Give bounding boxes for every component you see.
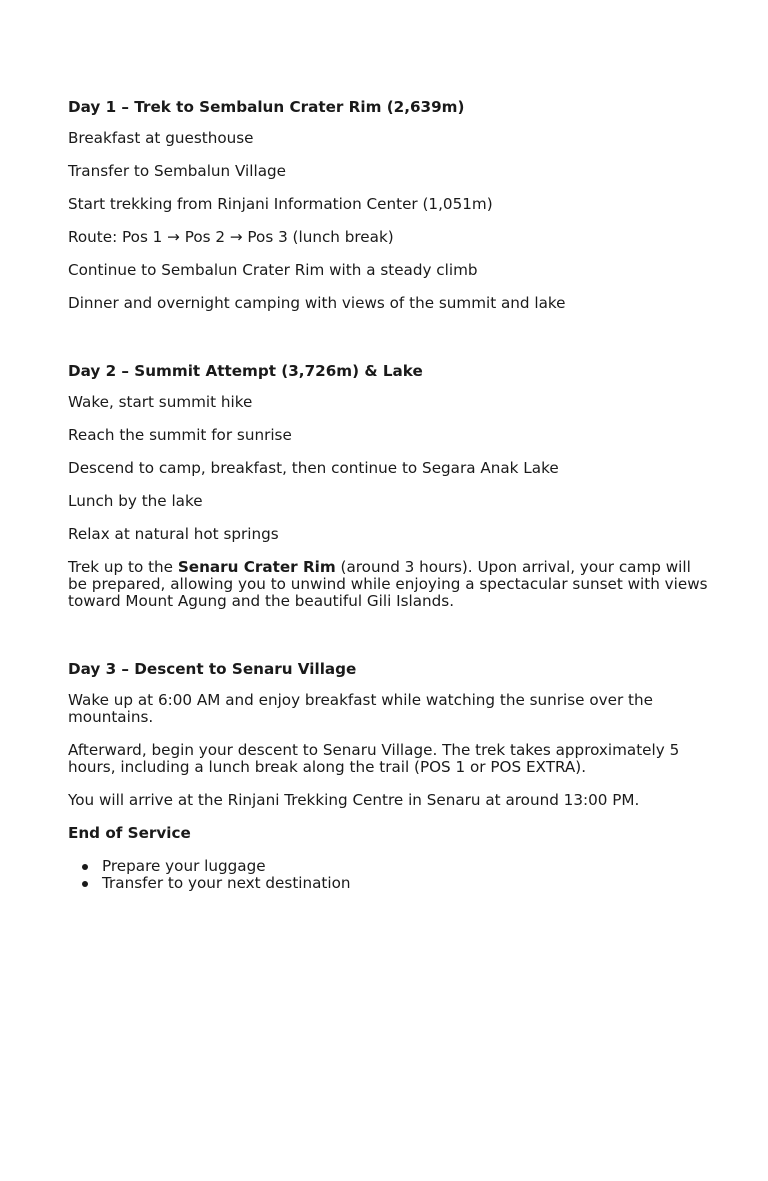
trek-text-before: Trek up to the xyxy=(68,558,178,577)
end-of-service-list xyxy=(68,858,714,892)
day-1-item: Continue to Sembalun Crater Rim with a steady climb xyxy=(68,261,478,280)
day-1-section xyxy=(68,99,714,312)
day-1-item: Route: Pos 1 → Pos 2 → Pos 3 (lunch break) xyxy=(68,228,394,247)
day-2-section xyxy=(68,363,714,610)
day-2-item: Descend to camp, breakfast, then continue to Segara Anak Lake xyxy=(68,459,559,478)
bullet-icon xyxy=(82,864,88,870)
bullet-icon xyxy=(82,881,88,887)
day-3-section xyxy=(68,661,714,892)
day-2-trek-paragraph xyxy=(68,559,714,610)
day-3-paragraph: You will arrive at the Rinjani Trekking Centre in Senaru at around 13:00 PM. xyxy=(68,791,640,810)
day-3-paragraph: Afterward, begin your descent to Senaru Village. The trek takes approximately 5 hours, including a lunch break along the trail (POS 1 or POS EXTRA). xyxy=(68,741,680,777)
day-2-item: Reach the summit for sunrise xyxy=(68,426,292,445)
list-item-text: Transfer to your next destination xyxy=(102,874,351,893)
day-1-item: Dinner and overnight camping with views of the summit and lake xyxy=(68,294,566,313)
day-2-heading: Day 2 – Summit Attempt (3,726m) & Lake xyxy=(68,362,423,381)
day-1-item: Start trekking from Rinjani Information Center (1,051m) xyxy=(68,195,493,214)
day-1-heading: Day 1 – Trek to Sembalun Crater Rim (2,639m) xyxy=(68,98,465,116)
itinerary-document xyxy=(68,99,714,892)
end-of-service-heading: End of Service xyxy=(68,824,191,843)
day-2-item: Wake, start summit hike xyxy=(68,393,253,412)
day-3-heading: Day 3 – Descent to Senaru Village xyxy=(68,660,357,679)
section-spacer xyxy=(68,328,714,363)
section-spacer xyxy=(68,626,714,661)
day-2-item: Lunch by the lake xyxy=(68,492,203,511)
day-1-item: Transfer to Sembalun Village xyxy=(68,162,286,181)
day-2-item: Relax at natural hot springs xyxy=(68,525,279,544)
list-item xyxy=(68,858,714,875)
day-3-paragraph: Wake up at 6:00 AM and enjoy breakfast while watching the sunrise over the mountains. xyxy=(68,691,653,727)
list-item xyxy=(68,875,714,892)
day-1-item: Breakfast at guesthouse xyxy=(68,129,254,148)
list-item-text: Prepare your luggage xyxy=(102,857,266,876)
trek-text-after: (around 3 hours). Upon arrival, your camp will be prepared, allowing you to unwind while enjoying a spectacular sunset with views toward Mount Agung and the beautiful Gili Islands. xyxy=(68,558,708,611)
senaru-crater-rim-emphasis: Senaru Crater Rim xyxy=(177,558,336,577)
